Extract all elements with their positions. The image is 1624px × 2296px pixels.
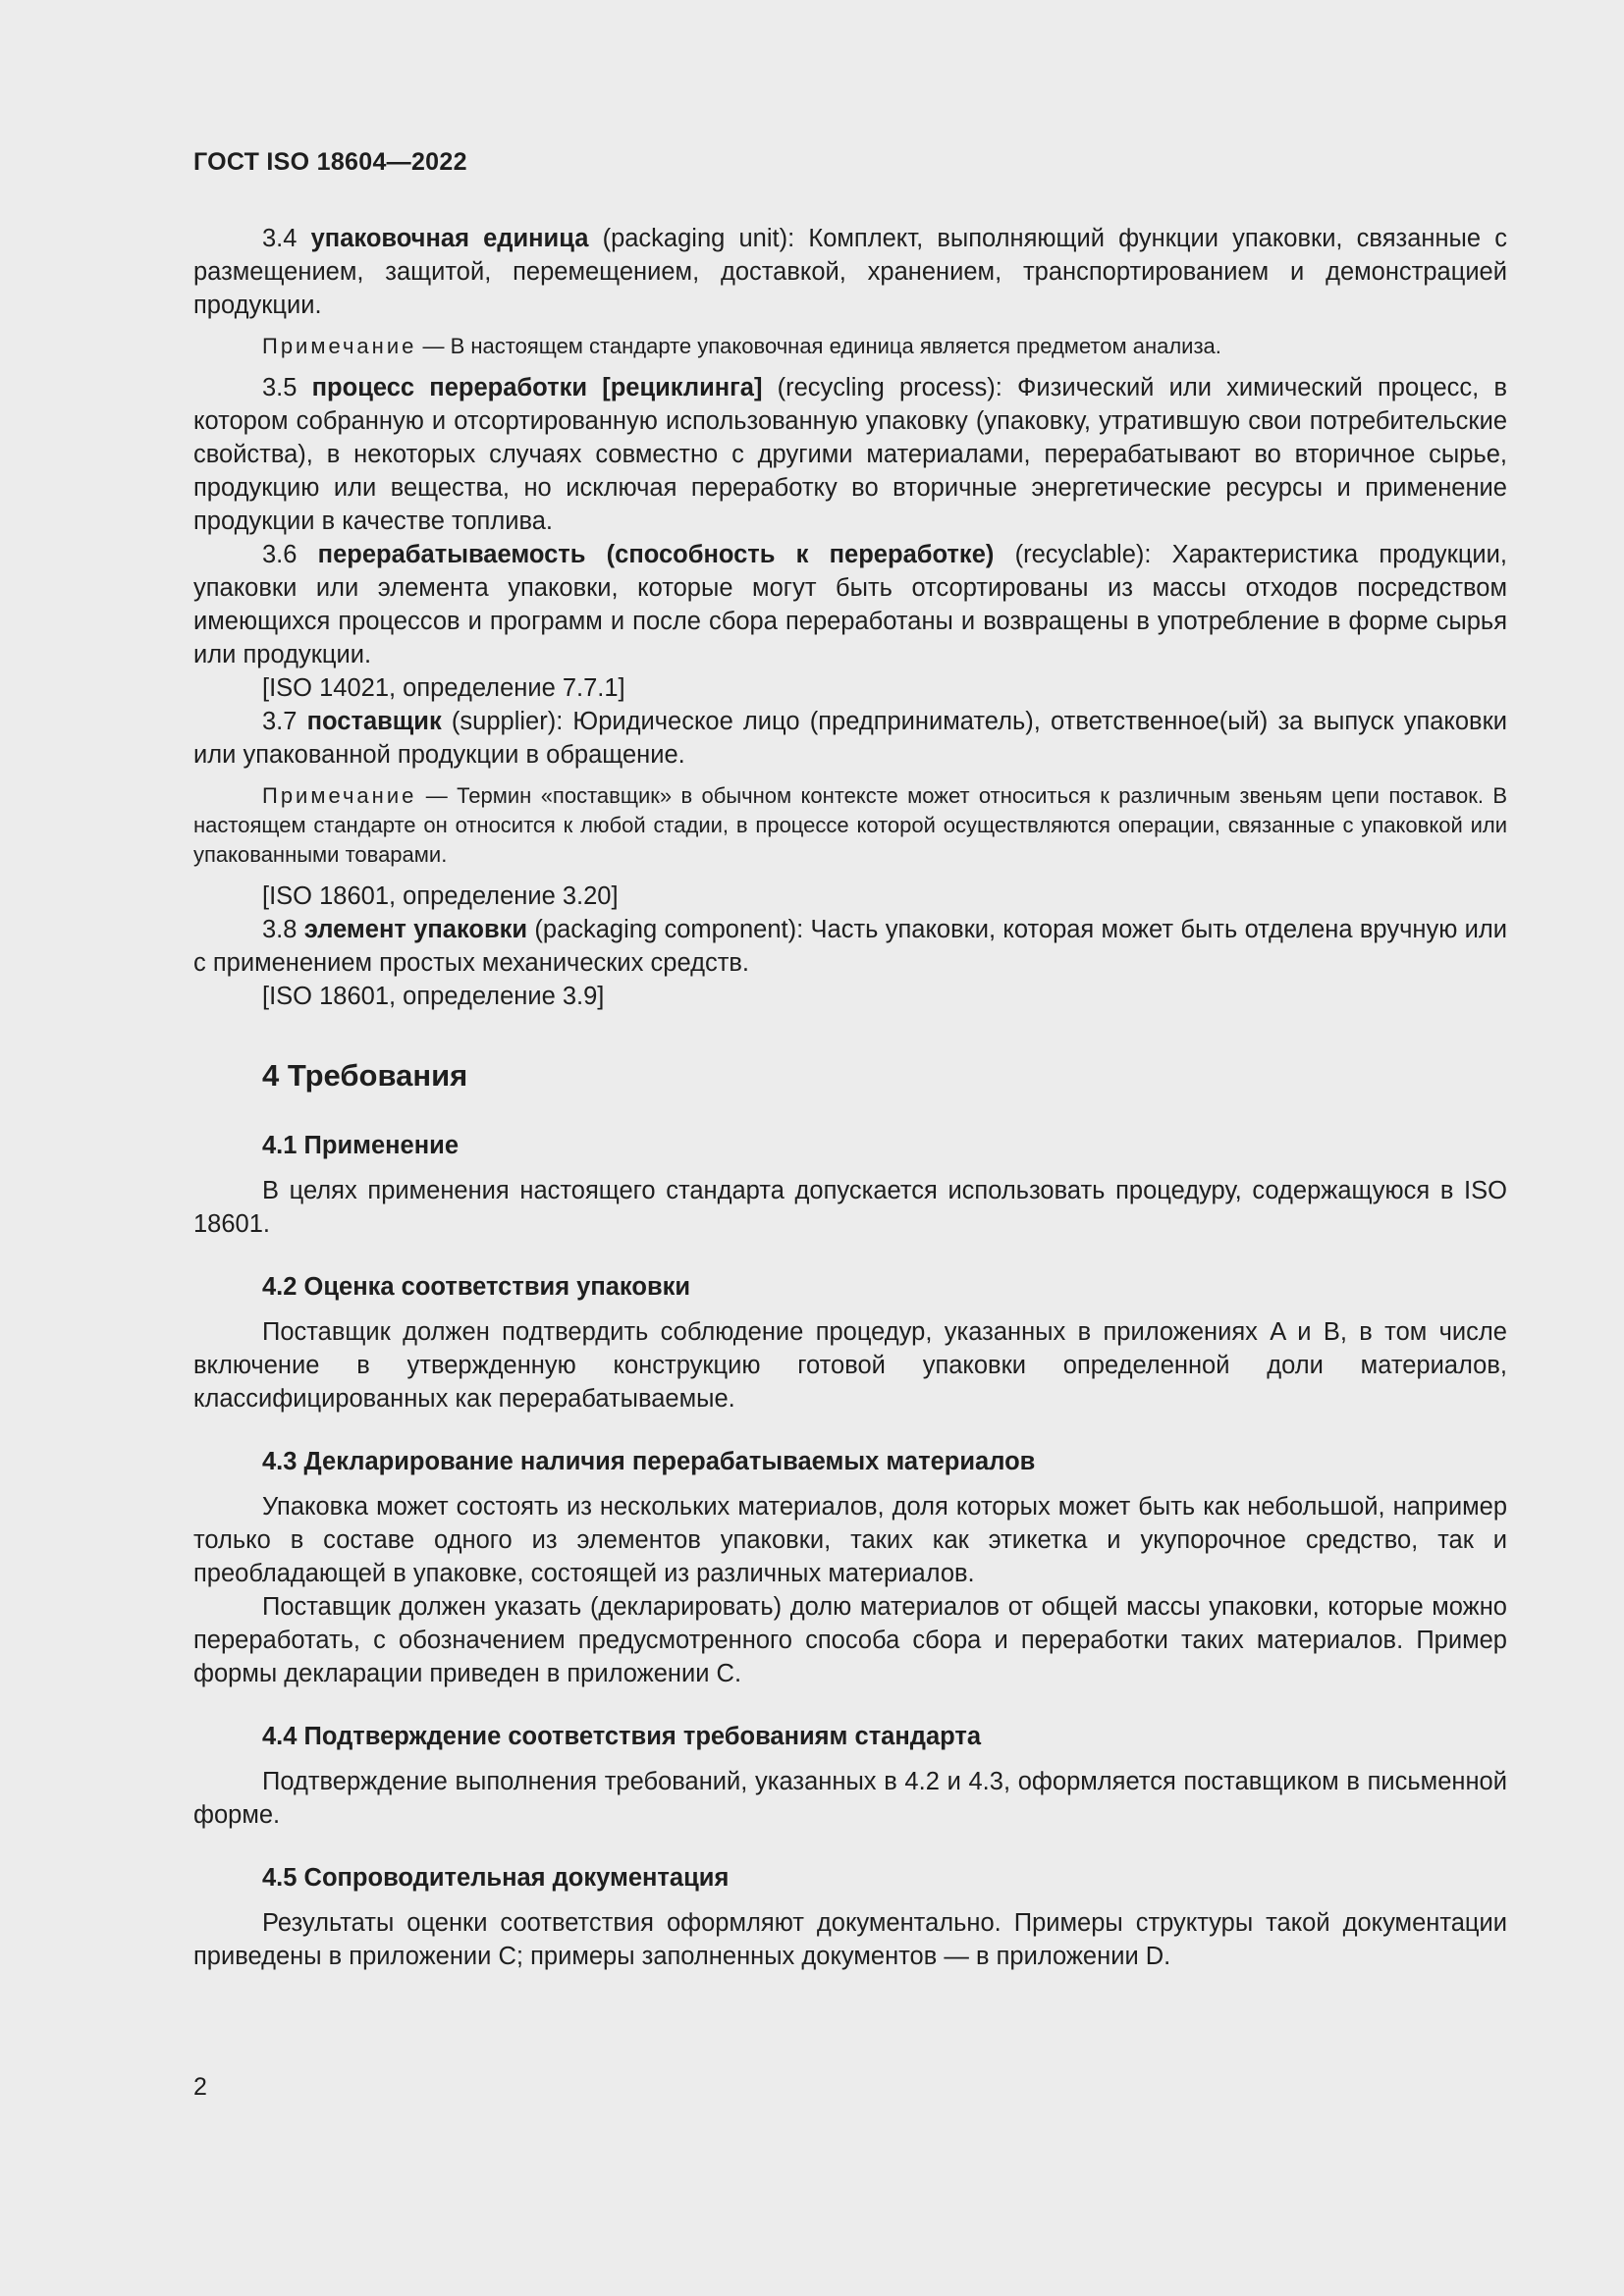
term-number: 3.8 xyxy=(262,916,298,943)
term-number: 3.5 xyxy=(262,374,298,401)
reference-3-8: [ISO 18601, определение 3.9] xyxy=(262,983,605,1010)
term-3-4 xyxy=(193,222,1507,322)
subsection-4-2-paragraph: Поставщик должен подтвердить соблюдение процедур, указанных в приложениях A и B, в том числе включение в утвержденную конструкцию готовой упаковки определенной доли материалов, классифицированных как перерабатываемые. xyxy=(193,1318,1507,1413)
note-text: — В настоящем стандарте упаковочная единица является предметом анализа. xyxy=(416,334,1221,358)
term-definition: (recycling process): Физический или химический процесс, в котором собранную и отсортированную использованную упаковку (упаковку, утратившую свои потребительские свойства), в некоторых случаях совместно с другими материалами, перерабатывают во вторичное сырье, продукцию или вещества, но исключая переработку во вторичные энергетические ресурсы и применение продукции в качестве топлива. xyxy=(193,374,1507,535)
subsection-4-1-title: 4.1 Применение xyxy=(262,1132,460,1159)
term-3-6 xyxy=(193,538,1507,671)
note-1 xyxy=(193,332,1507,361)
term-number: 3.6 xyxy=(262,541,298,568)
term-name: элемент упаковки xyxy=(303,916,528,943)
term-definition: (supplier): Юридическое лицо (предприниматель), ответственное(ый) за выпуск упаковки или упакованной продукции в обращение. xyxy=(193,708,1508,769)
subsection-4-3-paragraph-2: Поставщик должен указать (декларировать) долю материалов от общей массы упаковки, которые можно переработать, с обозначением предусмотренного способа сбора и переработки таких материалов. Пример формы декларации приведен в приложении C. xyxy=(193,1593,1507,1687)
term-name: процесс переработки [рециклинга] xyxy=(311,374,763,401)
term-number: 3.7 xyxy=(262,708,298,735)
term-name: поставщик xyxy=(306,708,442,735)
subsection-4-4-title: 4.4 Подтверждение соответствия требованиям стандарта xyxy=(262,1723,982,1750)
subsection-4-1-paragraph: В целях применения настоящего стандарта допускается использовать процедуру, содержащуюся в ISO 18601. xyxy=(193,1177,1507,1238)
note-label: Примечание xyxy=(262,334,417,358)
page-number: 2 xyxy=(193,2073,207,2101)
subsection-4-3-title: 4.3 Декларирование наличия перерабатываемых материалов xyxy=(262,1448,1036,1475)
document-body xyxy=(193,222,1507,1973)
term-name: перерабатываемость (способность к переработке) xyxy=(317,541,995,568)
term-number: 3.4 xyxy=(262,225,298,252)
document-header: ГОСТ ISO 18604—2022 xyxy=(193,148,467,176)
reference-3-6: [ISO 14021, определение 7.7.1] xyxy=(262,674,625,702)
subsection-4-5-paragraph: Результаты оценки соответствия оформляют документально. Примеры структуры такой документации приведены в приложении C; примеры заполненных документов — в приложении D. xyxy=(193,1909,1507,1970)
term-definition: (packaging component): Часть упаковки, которая может быть отделена вручную или с применением простых механических средств. xyxy=(193,916,1508,977)
term-definition: (packaging unit): Комплект, выполняющий функции упаковки, связанные с размещением, защитой, перемещением, доставкой, хранением, транспортированием и демонстрацией продукции. xyxy=(193,225,1507,319)
subsection-4-5-title: 4.5 Сопроводительная документация xyxy=(262,1864,730,1892)
reference-3-7: [ISO 18601, определение 3.20] xyxy=(262,882,619,910)
subsection-4-2-title: 4.2 Оценка соответствия упаковки xyxy=(262,1273,691,1301)
subsection-4-4-paragraph: Подтверждение выполнения требований, указанных в 4.2 и 4.3, оформляется поставщиком в письменной форме. xyxy=(193,1768,1507,1829)
term-3-8 xyxy=(193,913,1507,980)
term-name: упаковочная единица xyxy=(310,225,589,252)
subsection-4-3-paragraph-1: Упаковка может состоять из нескольких материалов, доля которых может быть как небольшой, например только в составе одного из элементов упаковки, таких как этикетка и укупорочное средство, так и преобладающей в упаковке, состоящей из различных материалов. xyxy=(193,1493,1507,1587)
section-4-title: 4 Требования xyxy=(262,1058,468,1093)
note-text: — Термин «поставщик» в обычном контексте может относиться к различным звеньям цепи поставок. В настоящем стандарте он относится к любой стадии, в процессе которой осуществляются операции, связанные с упаковкой или упакованными товарами. xyxy=(193,783,1507,867)
term-3-5 xyxy=(193,371,1507,538)
note-label: Примечание xyxy=(262,783,417,808)
note-2 xyxy=(193,781,1507,870)
term-definition: (recyclable): Характеристика продукции, упаковки или элемента упаковки, которые могут быть отсортированы из массы отходов посредством имеющихся процессов и программ и после сбора переработаны и возвращены в употребление в форме сырья или продукции. xyxy=(193,541,1508,668)
term-3-7 xyxy=(193,705,1507,772)
